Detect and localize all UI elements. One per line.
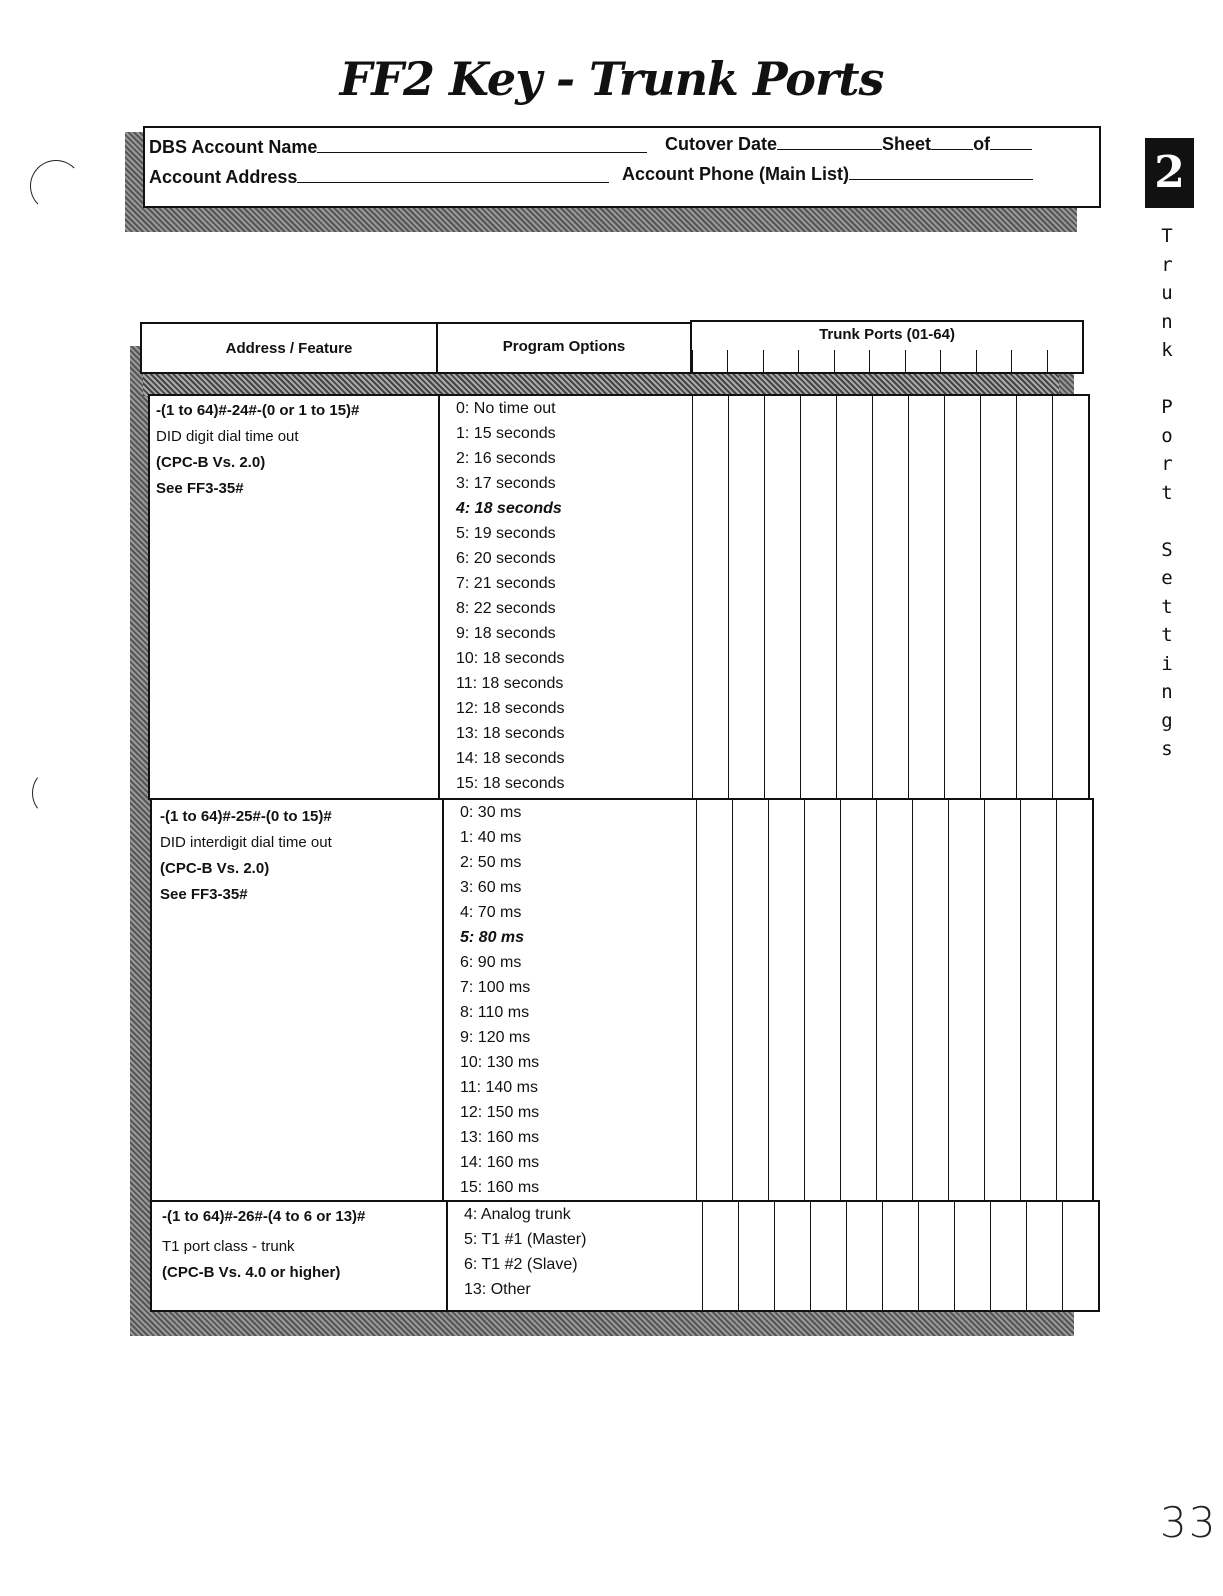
version-note: (CPC-B Vs. 2.0) (156, 454, 266, 471)
chapter-tab: 2 (1145, 138, 1194, 208)
vertical-letter: r (1161, 253, 1173, 276)
option-item: 5: 80 ms (460, 929, 525, 946)
see-reference: See FF3-35# (160, 886, 248, 903)
address-code: -(1 to 64)#-26#-(4 to 6 or 13)# (162, 1208, 366, 1225)
option-item: 15: 160 ms (460, 1179, 540, 1196)
col-ports-label: Trunk Ports (01-64) (819, 326, 955, 343)
port-header-cell (940, 350, 975, 372)
port-header-cell (727, 350, 762, 372)
port-entry-cell[interactable] (882, 1202, 918, 1310)
options-list (456, 396, 565, 796)
cutover-row (665, 133, 1032, 155)
option-item: 8: 22 seconds (456, 600, 556, 617)
port-entry-cell[interactable] (804, 800, 840, 1202)
port-entry-cell[interactable] (954, 1202, 990, 1310)
col-options-label: Program Options (502, 338, 626, 355)
account-phone-row (622, 163, 1033, 185)
port-header-cell (763, 350, 798, 372)
port-cells[interactable] (696, 800, 1092, 1202)
page-title: FF2 Key - Trunk Ports (339, 52, 884, 106)
col-header-options (436, 322, 692, 374)
option-item: 6: 20 seconds (456, 550, 556, 567)
option-item: 0: No time out (456, 400, 556, 417)
option-item: 15: 18 seconds (456, 775, 565, 792)
port-entry-cell[interactable] (800, 396, 836, 798)
account-header (143, 126, 1101, 208)
port-entry-cell[interactable] (1052, 396, 1088, 798)
port-entry-cell[interactable] (692, 396, 728, 798)
port-entry-cell[interactable] (732, 800, 768, 1202)
feature-name: DID digit dial time out (156, 428, 299, 445)
feature-name: DID interdigit dial time out (160, 834, 332, 851)
port-cells[interactable] (702, 1202, 1098, 1310)
vertical-letter: s (1161, 738, 1173, 760)
sheet-field[interactable] (931, 133, 973, 150)
port-entry-cell[interactable] (944, 396, 980, 798)
port-entry-cell[interactable] (980, 396, 1016, 798)
vertical-letter: n (1161, 681, 1173, 703)
account-address-field[interactable] (297, 166, 609, 183)
option-item: 6: 90 ms (460, 954, 522, 971)
port-entry-cell[interactable] (990, 1202, 1026, 1310)
port-entry-cell[interactable] (1020, 800, 1056, 1202)
page-number: 33 (1160, 1498, 1218, 1547)
of-field[interactable] (990, 133, 1032, 150)
section-interdigit-timeout (150, 798, 1094, 1204)
port-entry-cell[interactable] (1026, 1202, 1062, 1310)
port-entry-cell[interactable] (912, 800, 948, 1202)
account-name-label: DBS Account Name (149, 137, 318, 157)
port-entry-cell[interactable] (840, 800, 876, 1202)
address-block (160, 804, 332, 908)
port-entry-cell[interactable] (810, 1202, 846, 1310)
option-item: 1: 40 ms (460, 829, 522, 846)
vertical-letter: S (1161, 538, 1173, 561)
vertical-letter: o (1161, 424, 1173, 447)
option-item: 5: 19 seconds (456, 525, 556, 542)
port-entry-cell[interactable] (738, 1202, 774, 1310)
port-header-cell (834, 350, 869, 372)
vertical-letter: T (1161, 225, 1173, 247)
options-list (464, 1202, 586, 1302)
section-t1-port-class (150, 1200, 1100, 1312)
option-item: 13: Other (464, 1281, 531, 1298)
option-item: 13: 18 seconds (456, 725, 565, 742)
option-item: 12: 150 ms (460, 1104, 540, 1121)
binder-hole-mark (32, 772, 64, 814)
vertical-letter: P (1161, 396, 1173, 418)
option-item: 7: 100 ms (460, 979, 531, 996)
option-item: 9: 18 seconds (456, 625, 556, 642)
option-item: 1: 15 seconds (456, 425, 556, 442)
vertical-letter: e (1161, 567, 1173, 589)
port-entry-cell[interactable] (774, 1202, 810, 1310)
port-entry-cell[interactable] (696, 800, 732, 1202)
port-header-cell (905, 350, 940, 372)
vertical-letter (1152, 365, 1182, 394)
port-entry-cell[interactable] (1056, 800, 1092, 1202)
vertical-letter: t (1161, 595, 1173, 618)
address-code: -(1 to 64)#-24#-(0 or 1 to 15)# (156, 402, 360, 419)
port-entry-cell[interactable] (984, 800, 1020, 1202)
option-item: 2: 50 ms (460, 854, 522, 871)
port-entry-cell[interactable] (948, 800, 984, 1202)
vertical-letter: n (1161, 310, 1173, 333)
column-divider (446, 1202, 448, 1310)
col-header-address (140, 322, 438, 374)
column-divider (442, 800, 444, 1202)
port-entry-cell[interactable] (836, 396, 872, 798)
vertical-letter: k (1161, 339, 1173, 361)
version-note: (CPC-B Vs. 2.0) (160, 860, 270, 877)
option-item: 11: 140 ms (460, 1079, 538, 1096)
address-code: -(1 to 64)#-25#-(0 to 15)# (160, 808, 332, 825)
option-item: 3: 17 seconds (456, 475, 556, 492)
option-item: 11: 18 seconds (456, 675, 564, 692)
cutover-field[interactable] (777, 133, 882, 150)
feature-name: T1 port class - trunk (162, 1238, 295, 1255)
option-item: 7: 21 seconds (456, 575, 556, 592)
port-header-cell (1011, 350, 1046, 372)
address-block (162, 1204, 365, 1286)
port-header-cell (869, 350, 904, 372)
vertical-letter: t (1161, 624, 1173, 646)
port-header-cell (976, 350, 1011, 372)
cutover-label: Cutover Date (665, 134, 778, 154)
account-name-field[interactable] (317, 136, 647, 153)
port-entry-cell[interactable] (702, 1202, 738, 1310)
option-item: 10: 130 ms (460, 1054, 540, 1071)
section-vertical-label (1152, 222, 1182, 764)
vertical-letter: g (1161, 709, 1173, 732)
port-entry-cell[interactable] (846, 1202, 882, 1310)
vertical-letter: r (1161, 453, 1173, 475)
port-header-cell (692, 350, 727, 372)
vertical-letter: i (1161, 652, 1173, 675)
vertical-letter: t (1161, 481, 1173, 504)
sheet-label: Sheet (882, 134, 932, 154)
port-entry-cell[interactable] (1062, 1202, 1098, 1310)
option-item: 12: 18 seconds (456, 700, 565, 717)
account-phone-label: Account Phone (Main List) (622, 164, 849, 184)
option-item: 13: 160 ms (460, 1129, 540, 1146)
account-phone-field[interactable] (849, 163, 1033, 180)
option-item: 4: 18 seconds (456, 500, 562, 517)
column-divider (438, 396, 440, 798)
port-header-grid (692, 350, 1082, 372)
port-entry-cell[interactable] (908, 396, 944, 798)
option-item: 4: Analog trunk (464, 1206, 571, 1223)
account-name-row (149, 136, 647, 158)
port-entry-cell[interactable] (876, 800, 912, 1202)
vertical-letter: u (1161, 282, 1173, 304)
option-item: 14: 160 ms (460, 1154, 540, 1171)
option-item: 3: 60 ms (460, 879, 522, 896)
section-digit-timeout (148, 394, 1090, 800)
port-entry-cell[interactable] (872, 396, 908, 798)
see-reference: See FF3-35# (156, 480, 244, 497)
account-address-label: Account Address (149, 167, 298, 187)
option-item: 0: 30 ms (460, 804, 522, 821)
port-entry-cell[interactable] (728, 396, 764, 798)
col-address-label: Address / Feature (225, 340, 353, 357)
of-label: of (973, 134, 991, 154)
option-item: 10: 18 seconds (456, 650, 565, 667)
port-entry-cell[interactable] (918, 1202, 954, 1310)
port-entry-cell[interactable] (764, 396, 800, 798)
port-header-cell (1047, 350, 1082, 372)
port-entry-cell[interactable] (768, 800, 804, 1202)
option-item: 6: T1 #2 (Slave) (464, 1256, 578, 1273)
option-item: 8: 110 ms (460, 1004, 530, 1021)
option-item: 14: 18 seconds (456, 750, 565, 767)
option-item: 2: 16 seconds (456, 450, 556, 467)
account-address-row (149, 166, 609, 188)
vertical-letter (1152, 507, 1182, 536)
binder-hole-mark (30, 160, 82, 212)
option-item: 4: 70 ms (460, 904, 522, 921)
options-list (460, 800, 539, 1200)
header-band (143, 374, 1059, 396)
port-cells[interactable] (692, 396, 1088, 798)
option-item: 9: 120 ms (460, 1029, 531, 1046)
port-entry-cell[interactable] (1016, 396, 1052, 798)
address-block (156, 398, 359, 502)
port-header-cell (798, 350, 833, 372)
option-item: 5: T1 #1 (Master) (464, 1231, 587, 1248)
version-note: (CPC-B Vs. 4.0 or higher) (162, 1264, 341, 1281)
